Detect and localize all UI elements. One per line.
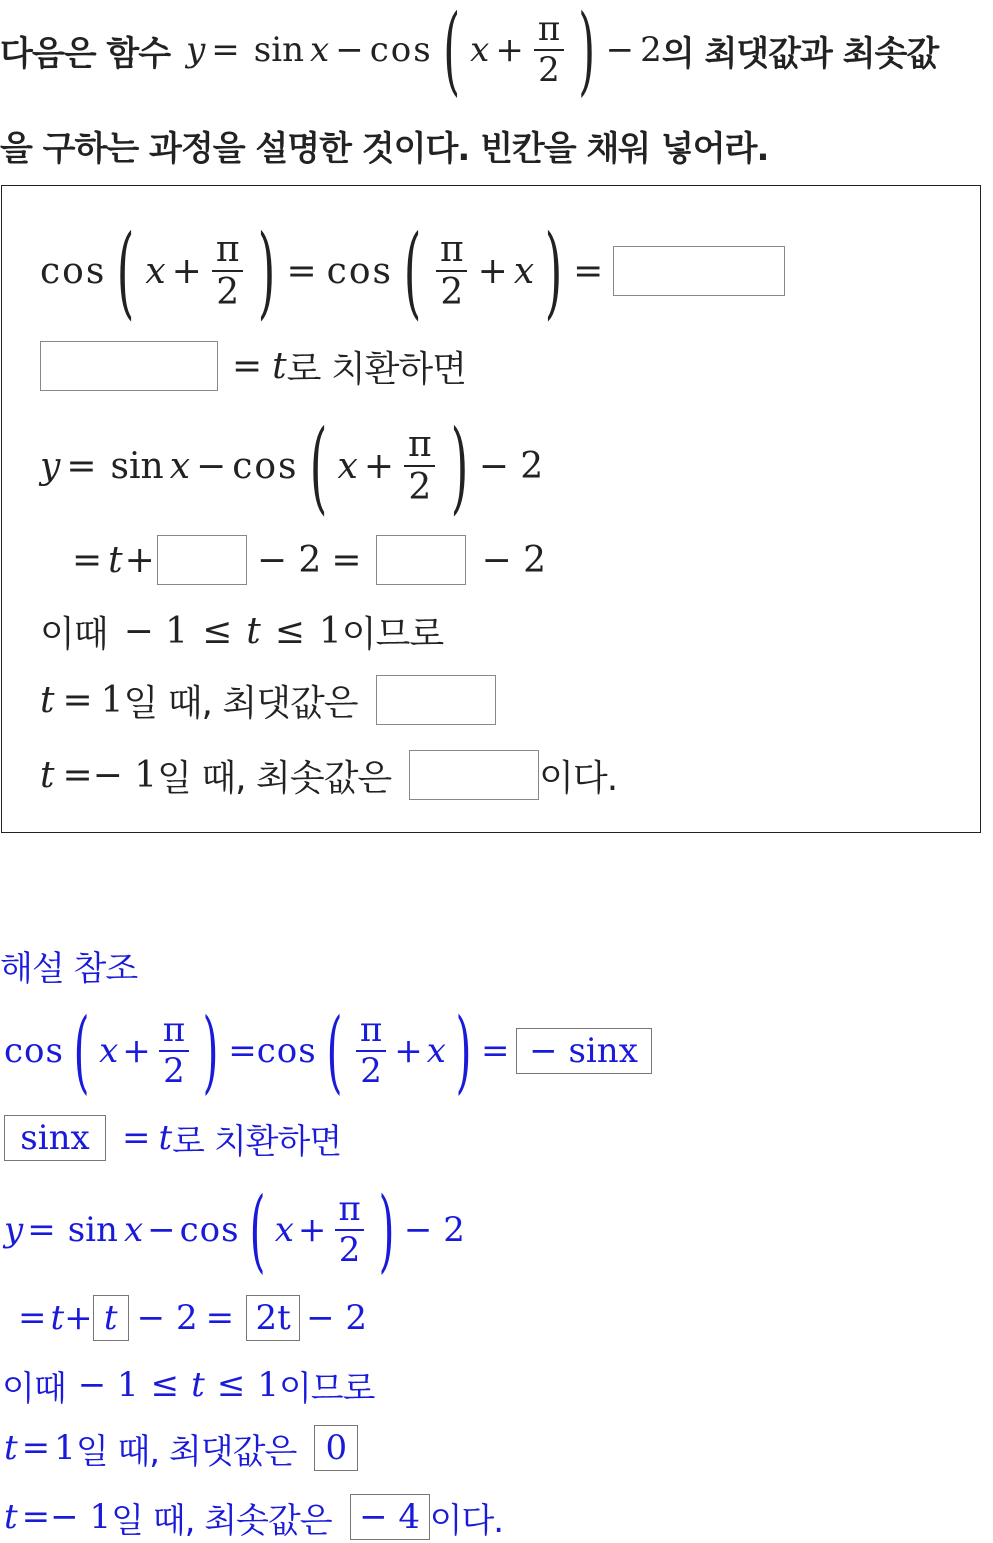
math-op: +: [122, 1031, 151, 1071]
question-line-1: 다음은 함수 y = sin x − cos ( x + $\frac{\pi}{2}$ ) − 2 의 최댓값과 최솟값: [0, 0, 939, 106]
pi-over-two: $\frac{\pi}{2}$: [534, 10, 564, 90]
math-op: +: [477, 250, 508, 292]
math-func: cos: [326, 250, 393, 292]
math-var: x: [513, 250, 535, 292]
math-var: x: [123, 1210, 144, 1250]
answer-text: − 4: [359, 1497, 421, 1537]
math-expr: − 2: [403, 1210, 465, 1250]
math-expr: − 2: [478, 445, 544, 487]
math-op: =: [72, 539, 103, 581]
answer-box-3: [93, 1295, 129, 1341]
substitute-text: 로 치환하면: [286, 348, 466, 390]
math-op: ≤: [150, 1365, 180, 1405]
math-var: x: [470, 30, 490, 70]
math-op: =: [481, 1031, 510, 1071]
math-num: 1: [318, 610, 342, 652]
answer-text: sinx: [20, 1118, 90, 1158]
end-text: 이다.: [429, 1500, 504, 1541]
math-expr: − 2: [481, 539, 547, 581]
solution-line-4: [18, 1294, 367, 1342]
substitute-text: 로 치환하면: [172, 1121, 342, 1162]
math-op: +: [297, 1210, 327, 1250]
math-var: t: [40, 754, 55, 796]
math-var: t: [4, 1428, 18, 1468]
pi-over-two: $\frac{\pi}{2}$: [212, 229, 244, 314]
min-text: 일 때, 최솟값은: [157, 757, 392, 799]
blank-box-5[interactable]: [376, 675, 496, 725]
answer-box-2: [4, 1115, 106, 1161]
question-suffix: 의 최댓값과 최솟값: [661, 33, 939, 74]
math-var: x: [337, 445, 358, 487]
math-op: =: [66, 445, 97, 487]
solution-line-2: [4, 1114, 341, 1162]
problem-line-1: cos ( x + $\frac{\pi}{2}$ ) = cos ( $\frac{\pi}{2}$ + x ) =: [40, 216, 785, 326]
math-func: cos: [369, 30, 433, 70]
math-func: cos: [232, 445, 299, 487]
min-text: 일 때, 최솟값은: [111, 1500, 332, 1541]
math-op: +: [124, 539, 155, 581]
end-text: 이다.: [539, 757, 618, 799]
math-op: −: [605, 30, 635, 70]
blank-box-1[interactable]: [613, 246, 785, 296]
max-text: 일 때, 최댓값은: [123, 682, 358, 724]
math-op: =: [331, 539, 362, 581]
problem-line-4: [72, 534, 546, 586]
math-func: sin: [253, 30, 305, 70]
math-var: t: [50, 1298, 65, 1338]
problem-line-5: [40, 606, 443, 656]
answer-box-1: [516, 1028, 652, 1074]
math-op: +: [394, 1031, 423, 1071]
answer-text: 2t: [255, 1298, 291, 1338]
math-expr: − 2: [256, 539, 322, 581]
since-prefix: 이때: [40, 613, 108, 655]
math-op: ≤: [274, 610, 305, 652]
math-op: ≤: [216, 1365, 246, 1405]
math-func: cos: [40, 250, 107, 292]
math-expr: =− 1: [62, 754, 158, 796]
math-op: ≤: [202, 610, 233, 652]
math-var: x: [310, 30, 330, 70]
math-var: t: [4, 1497, 18, 1537]
answer-text: − sinx: [529, 1031, 638, 1071]
answer-text: t: [103, 1298, 118, 1338]
solution-line-7: [4, 1493, 503, 1541]
question-text: 을 구하는 과정을 설명한 것이다. 빈칸을 채워 넣어라.: [0, 128, 769, 169]
math-op: =: [286, 250, 317, 292]
math-var: y: [4, 1210, 24, 1250]
solution-line-6: [4, 1424, 358, 1472]
math-expr: − 2: [136, 1298, 198, 1338]
math-op: =: [27, 1210, 56, 1250]
answer-text: 0: [325, 1428, 348, 1468]
math-op: =: [211, 30, 240, 70]
pi-over-two: $\frac{\pi}{2}$: [159, 1011, 189, 1091]
max-text: 일 때, 최댓값은: [75, 1431, 297, 1472]
answer-box-5: [314, 1425, 358, 1471]
pi-over-two: $\frac{\pi}{2}$: [356, 1011, 386, 1091]
math-op: +: [495, 30, 524, 70]
math-op: =: [205, 1298, 235, 1338]
math-op: −: [196, 445, 227, 487]
problem-line-2: [40, 341, 466, 391]
solution-line-1: cos ( x + $\frac{\pi}{2}$ ) = cos ( $\frac{\pi}{2}$ + x ) = − sinx: [4, 1003, 652, 1099]
math-var: t: [191, 1365, 205, 1405]
math-var: x: [426, 1031, 446, 1071]
problem-box: [1, 185, 981, 833]
math-op: =: [573, 250, 604, 292]
math-func: sin: [110, 445, 164, 487]
math-var: t: [40, 679, 55, 721]
blank-box-2[interactable]: [40, 341, 218, 391]
question-prefix: 다음은 함수: [0, 33, 171, 74]
math-var: x: [99, 1031, 119, 1071]
pi-over-two: $\frac{\pi}{2}$: [334, 1190, 364, 1270]
math-expr: − 1: [77, 1365, 139, 1405]
pi-over-two: $\frac{\pi}{2}$: [404, 424, 436, 509]
solution-line-5: [2, 1362, 375, 1408]
question-line-2: [0, 120, 768, 170]
math-op: =: [21, 1428, 51, 1468]
blank-box-6[interactable]: [409, 750, 539, 800]
math-num: 1: [257, 1365, 279, 1405]
solution-line-3: y = sin x − cos ( x + $\frac{\pi}{2}$ ) − 2: [4, 1177, 465, 1283]
math-func: cos: [179, 1210, 240, 1250]
solution-heading: [0, 940, 137, 990]
math-expr: =− 1: [21, 1497, 112, 1537]
pi-over-two: $\frac{\pi}{2}$: [436, 229, 468, 314]
answer-box-6: [350, 1494, 430, 1540]
math-var: y: [186, 30, 206, 70]
problem-line-3: y = sin x − cos ( x + $\frac{\pi}{2}$ ) − 2: [40, 407, 544, 525]
answer-box-4: [246, 1295, 300, 1341]
solution-heading-text: 해설 참조: [0, 948, 138, 989]
math-op: =: [18, 1298, 47, 1338]
math-op: +: [171, 250, 202, 292]
math-func: sin: [67, 1210, 118, 1250]
math-var: t: [272, 345, 287, 387]
math-var: t: [158, 1118, 173, 1158]
math-expr: − 1: [123, 610, 189, 652]
math-var: x: [169, 445, 191, 487]
math-num: 1: [100, 679, 124, 721]
math-num: 1: [54, 1428, 76, 1468]
math-func: cos: [4, 1031, 64, 1071]
math-op: +: [64, 1298, 93, 1338]
since-suffix: 이므로: [341, 613, 444, 655]
math-var: t: [108, 539, 123, 581]
math-op: −: [335, 30, 364, 70]
blank-box-4[interactable]: [376, 535, 466, 585]
math-expr: − 2: [306, 1298, 368, 1338]
math-op: +: [363, 445, 394, 487]
math-var: x: [145, 250, 166, 292]
math-op: −: [147, 1210, 176, 1250]
problem-line-6: [40, 674, 496, 726]
math-var: t: [246, 610, 261, 652]
math-op: =: [62, 679, 93, 721]
math-op: =: [232, 345, 263, 387]
blank-box-3[interactable]: [157, 535, 247, 585]
since-suffix: 이므로: [278, 1368, 375, 1409]
math-num: 2: [640, 30, 662, 70]
math-op: =: [122, 1118, 151, 1158]
math-var: y: [40, 445, 61, 487]
problem-line-7: [40, 749, 617, 801]
math-func: cos: [256, 1031, 317, 1071]
math-op: =: [228, 1031, 257, 1071]
since-prefix: 이때: [2, 1368, 66, 1409]
math-var: x: [274, 1210, 294, 1250]
